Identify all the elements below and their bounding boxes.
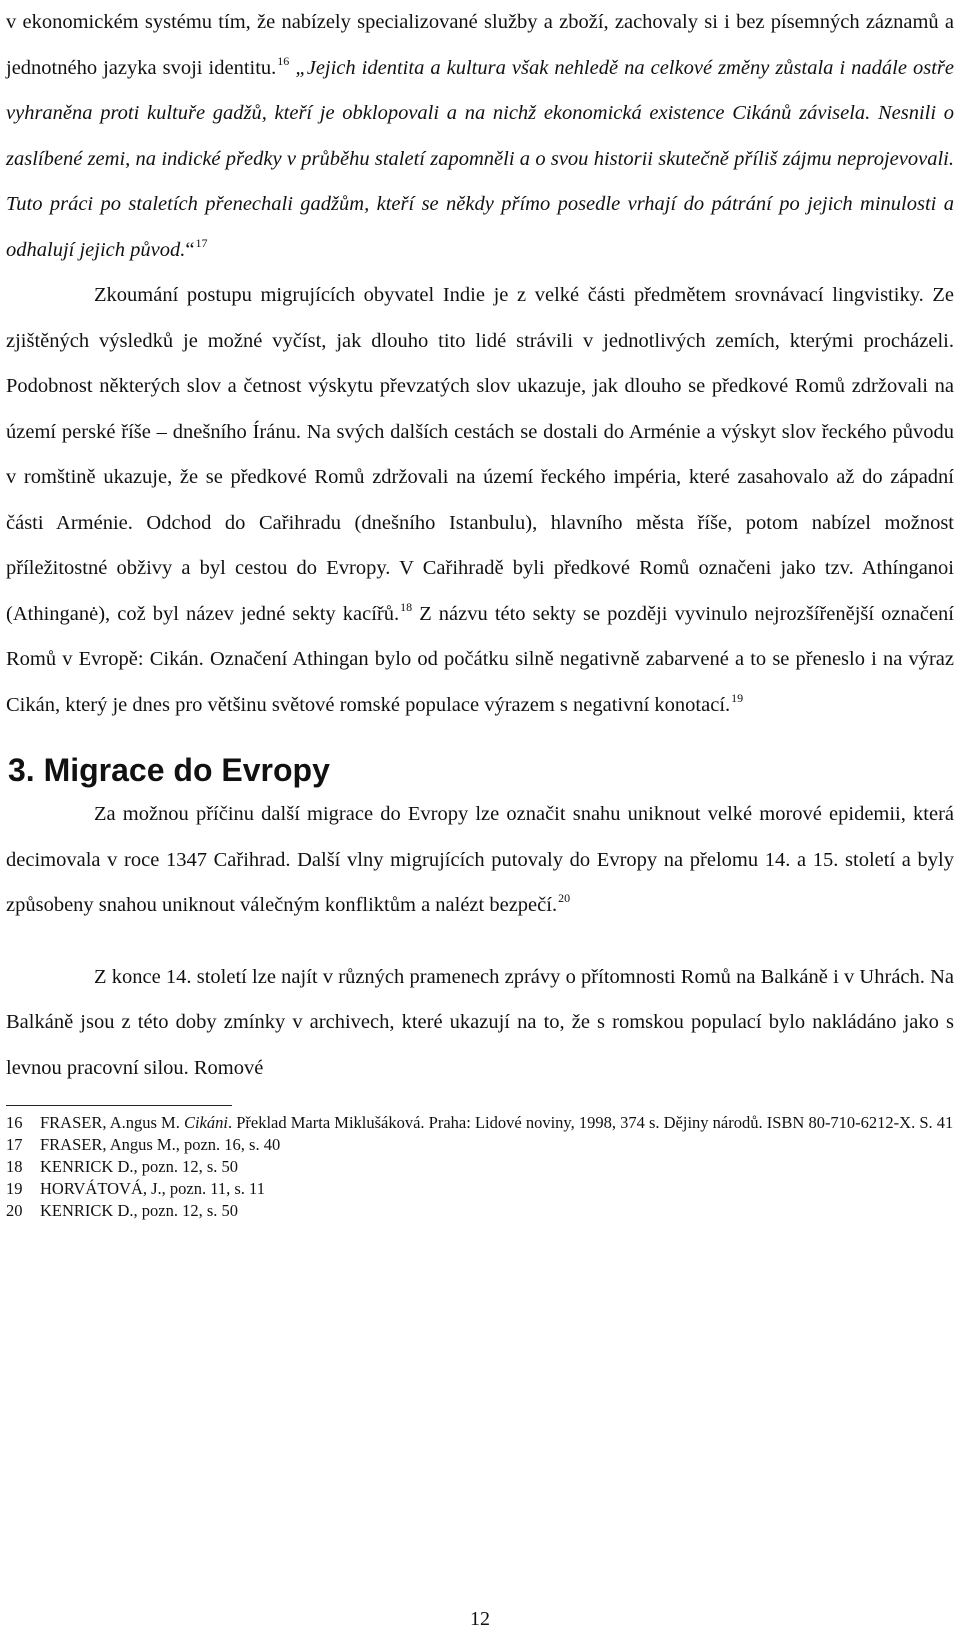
footnote-number: 19 [6,1179,23,1198]
footnote-19 [6,1178,954,1200]
paragraph-migration [6,792,954,929]
quote-text: „Jejich identita a kultura však nehledě na celkové změny zůstala i nadále ostře vyhraněna proti kultuře gadžů, kteří je obklopovali a na nichž ekonomická existence Cikánů závisela. Nesnili o zaslíbené zemi, na indické předky v průběhu staletí zapomněli a o svou historii skutečně příliš zájmu neprojevovali. Tuto práci po staletích přenechali gadžům, kteří se někdy přímo posedle vrhají do pátrání po jejich minulosti a odhalují jejich původ. [6,56,954,261]
footnote-separator [6,1105,232,1106]
footnotes [6,1112,954,1222]
footnote-17 [6,1134,954,1156]
footnote-ref-16[interactable]: 16 [277,53,290,68]
page-number: 12 [470,1608,490,1630]
footnote-text-part: . Překlad Marta Miklušáková. Praha: Lidové noviny, 1998, 374 s. Dějiny národů. ISBN 80-710-6212-X. S. 41 [227,1113,954,1132]
paragraph-text-cont: Z názvu této sekty se později vyvinulo nejrozšířenější označení Romů v Evropě: Cikán. Označení Athingan bylo od počátku silně negativně zabarvené a to se přeneslo i na výraz Cikán, který je dnes pro většinu světové romské populace výrazem s negativní konotací. [6,602,954,716]
footnote-number: 17 [6,1135,23,1154]
paragraph-text: Z konce 14. století lze najít v různých pramenech zprávy o přítomnosti Romů na Balkáně i v Uhrách. Na Balkáně jsou z této doby zmínky v archivech, které ukazují na to, že s romskou populací bylo nakládáno jako s levnou pracovní silou. Romové [6,965,954,1079]
quote-close: “ [185,238,195,261]
footnote-title: Cikáni [183,1113,228,1132]
footnote-16 [6,1112,954,1134]
footnote-text: KENRICK D., pozn. 12, s. 50 [40,1201,238,1220]
footnote-text: FRASER, Angus M., pozn. 16, s. 40 [40,1135,281,1154]
footnote-text: KENRICK D., pozn. 12, s. 50 [40,1157,238,1176]
paragraph-text: v ekonomickém systému tím, že nabízely specializované služby a zboží, zachovaly si i bez písemných záznamů a jednotného jazyka svoji identitu. [6,11,954,79]
paragraph-balkan [6,955,954,1092]
footnote-ref-18[interactable]: 18 [400,599,413,614]
footnote-ref-19[interactable]: 19 [731,690,744,705]
footnote-18 [6,1156,954,1178]
paragraph-linguistics [6,273,954,728]
footnote-text-part: FRASER, A.ngus M. [40,1113,184,1132]
footnote-text [40,1112,954,1134]
footnote-ref-20[interactable]: 20 [558,891,571,905]
footnote-number: 16 [6,1113,23,1132]
paragraph-text: Za možnou příčinu další migrace do Evropy lze označit snahu uniknout velké morové epidemii, která decimovala v roce 1347 Cařihrad. Další vlny migrujících putovaly do Evropy na přelomu 14. a 15. století a byly způsobeny snahou uniknout válečným konfliktům a nalézt bezpečí. [6,803,954,916]
section-heading: 3. Migrace do Evropy [8,752,330,788]
footnote-number: 20 [6,1201,23,1220]
paragraph-text: Zkoumání postupu migrujících obyvatel Indie je z velké části předmětem srovnávací lingvistiky. Ze zjištěných výsledků je možné vyčíst, jak dlouho tito lidé strávili v jednotlivých zemích, kterými procházeli. Podobnost některých slov a četnost výskytu převzatých slov ukazuje, jak dlouho se předkové Romů zdržovali na území perské říše – dnešního Íránu. Na svých dalších cestách se dostali do Arménie a výskyt slov řeckého původu v romštině ukazuje, že se předkové Romů zdržovali na území řeckého impéria, které zasahovalo až do západní části Arménie. Odchod do Cařihradu (dnešního Istanbulu), hlavního města říše, potom nabízel možnost příležitostné obživy a byl cestou do Evropy. V Cařihradě byli předkové Romů označeni jako tzv. Athínganoi (Athinganė), což byl název jedné sekty kacířů. [6,284,954,625]
paragraph-gap [6,929,954,955]
document-page [6,0,954,1630]
footnote-20 [6,1200,954,1222]
footnote-ref-17[interactable]: 17 [195,235,208,250]
paragraph-identity [6,0,954,273]
footnote-number: 18 [6,1157,23,1176]
footnote-text: HORVÁTOVÁ, J., pozn. 11, s. 11 [40,1179,265,1198]
